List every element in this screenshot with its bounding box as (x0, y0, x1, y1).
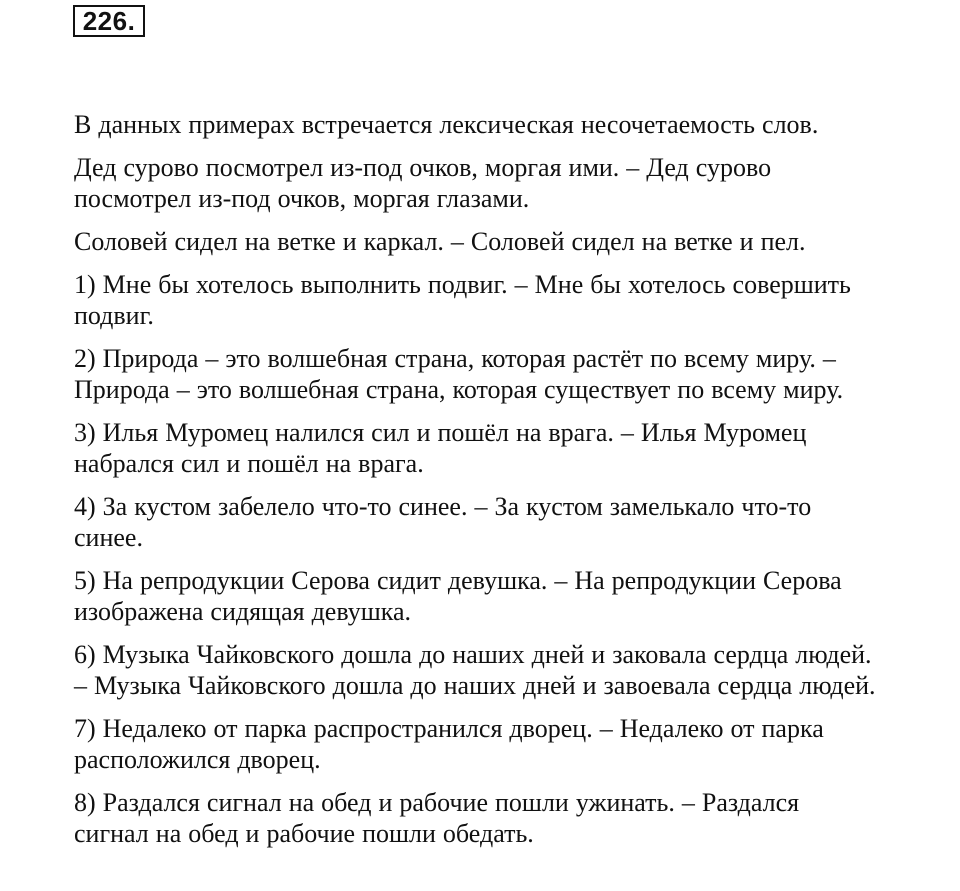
text-line: 5) На репродукции Серова сидит девушка. – На репродукции Серова (74, 566, 842, 595)
text-line: – Музыка Чайковского дошла до наших дней и завоевала сердца людей. (74, 671, 876, 700)
intro-paragraph (4, 109, 959, 140)
text-line: расположился дворец. (74, 745, 321, 774)
numbered-item (4, 713, 959, 775)
numbered-item (4, 417, 959, 479)
numbered-item (4, 491, 959, 553)
numbered-item (4, 269, 959, 331)
text-line: 4) За кустом забелело что-то синее. – За кустом замелькало что-то (74, 492, 812, 521)
task-number-box: 226. (73, 5, 145, 37)
text-line: изображена сидящая девушка. (74, 597, 412, 626)
text-line: набрался сил и пошёл на врага. (74, 449, 424, 478)
numbered-item (4, 565, 959, 627)
text-line: Дед сурово посмотрел из-под очков, моргая ими. – Дед сурово (74, 153, 772, 182)
text-line: В данных примерах встречается лексическая несочетаемость слов. (74, 110, 819, 139)
numbered-item (4, 343, 959, 405)
example-paragraph (4, 226, 959, 257)
text-line: 6) Музыка Чайковского дошла до наших дней и заковала сердца людей. (74, 640, 872, 669)
answer-text (4, 109, 959, 849)
text-line: подвиг. (74, 301, 154, 330)
text-line: 2) Природа – это волшебная страна, которая растёт по всему миру. – (74, 344, 836, 373)
text-line: Природа – это волшебная страна, которая существует по всему миру. (74, 375, 844, 404)
text-line: 8) Раздался сигнал на обед и рабочие пошли ужинать. – Раздался (74, 788, 800, 817)
numbered-item (4, 639, 959, 701)
text-line: синее. (74, 523, 143, 552)
text-line: 7) Недалеко от парка распространился дворец. – Недалеко от парка (74, 714, 824, 743)
example-paragraph (4, 152, 959, 214)
text-line: посмотрел из-под очков, моргая глазами. (74, 184, 530, 213)
text-line: Соловей сидел на ветке и каркал. – Соловей сидел на ветке и пел. (74, 227, 806, 256)
text-line: 3) Илья Муромец налился сил и пошёл на врага. – Илья Муромец (74, 418, 807, 447)
numbered-item (4, 787, 959, 849)
text-line: сигнал на обед и рабочие пошли обедать. (74, 819, 534, 848)
text-line: 1) Мне бы хотелось выполнить подвиг. – Мне бы хотелось совершить (74, 270, 851, 299)
